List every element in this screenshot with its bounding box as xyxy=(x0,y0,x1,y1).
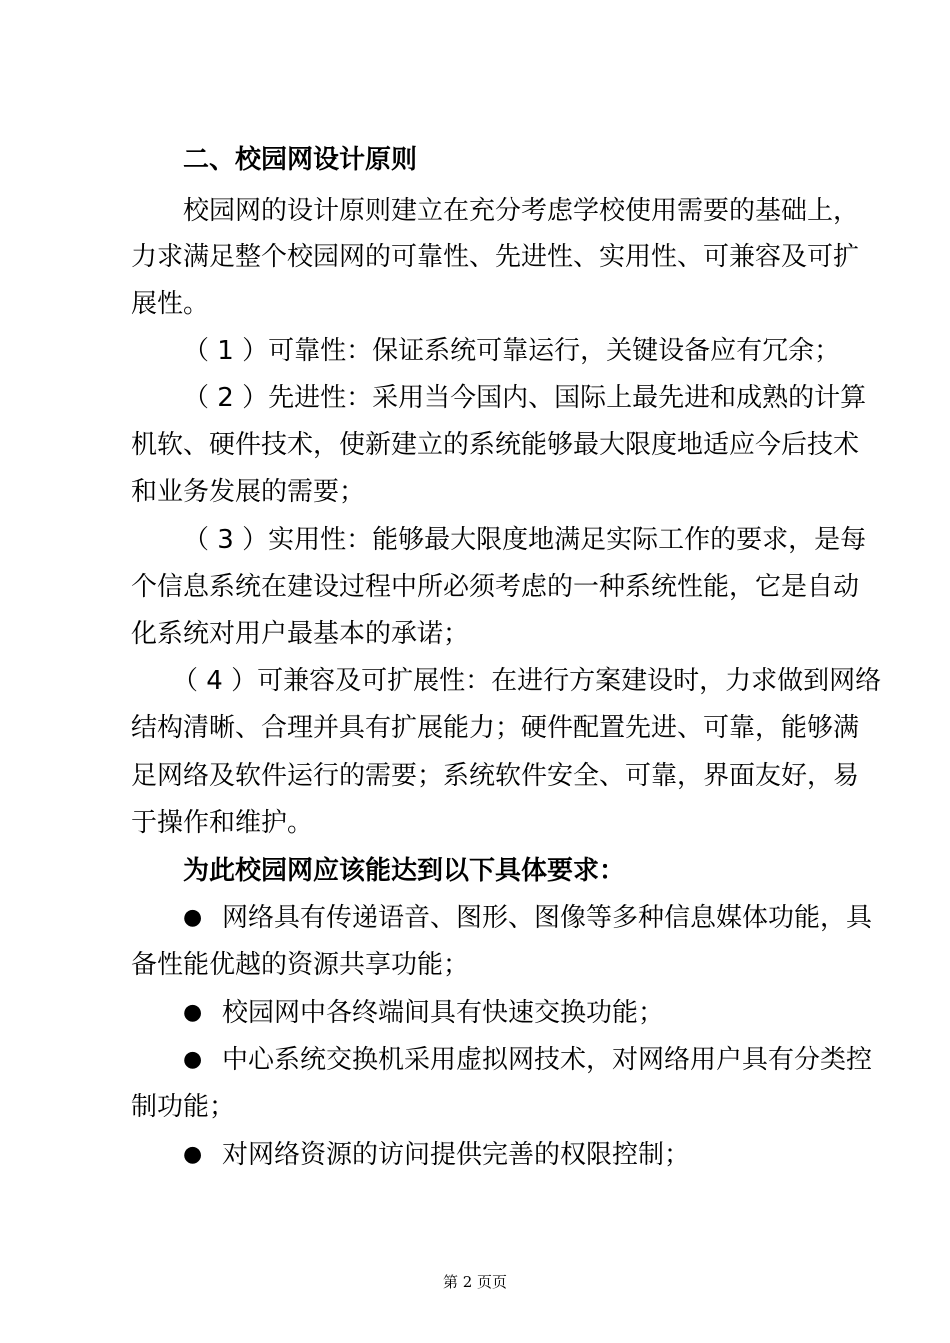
bullet-2-line-1: 校园网中各终端间具有快速交换功能； xyxy=(222,998,665,1028)
item4-line-2: 结构清晰、合理并具有扩展能力；硬件配置先进、可靠，能够满 xyxy=(131,713,860,743)
bullet-4-line-1: 对网络资源的访问提供完善的权限控制； xyxy=(222,1140,691,1170)
page-footer: 第 2 页页 xyxy=(442,1273,508,1291)
bullet-1-line-1: 网络具有传递语音、图形、图像等多种信息媒体功能，具 xyxy=(222,903,873,933)
item2-line-2: 机软、硬件技术，使新建立的系统能够最大限度地适应今后技术 xyxy=(131,430,860,460)
section-heading: 二、校园网设计原则 xyxy=(183,145,418,175)
item3-line-1: （ 3 ）实用性：能够最大限度地满足实际工作的要求，是每 xyxy=(183,525,867,555)
intro-line-1: 校园网的设计原则建立在充分考虑学校使用需要的基础上， xyxy=(183,196,860,226)
bullet-3-line-1: 中心系统交换机采用虚拟网技术，对网络用户具有分类控 xyxy=(222,1045,873,1075)
bullet-icon: ● xyxy=(183,1047,203,1072)
item4-line-3: 足网络及软件运行的需要；系统软件安全、可靠，界面友好，易 xyxy=(131,761,860,791)
bullet-3-line-2: 制功能； xyxy=(131,1092,236,1122)
item2-line-3: 和业务发展的需要； xyxy=(131,477,366,507)
item4-line-4: 于操作和维护。 xyxy=(131,808,314,838)
item3-line-2: 个信息系统在建设过程中所必须考虑的一种系统性能，它是自动 xyxy=(131,572,860,602)
bullet-icon: ● xyxy=(183,905,203,930)
bullet-icon: ● xyxy=(183,1142,203,1167)
item2-line-1: （ 2 ）先进性：采用当今国内、国际上最先进和成熟的计算 xyxy=(183,383,867,413)
intro-line-3: 展性。 xyxy=(131,289,210,319)
requirements-heading: 为此校园网应该能达到以下具体要求： xyxy=(183,856,626,886)
item3-line-3: 化系统对用户最基本的承诺； xyxy=(131,619,470,649)
bullet-icon: ● xyxy=(183,1000,203,1025)
item1-line-1: （ 1 ）可靠性：保证系统可靠运行，关键设备应有冗余； xyxy=(183,336,841,366)
item4-line-1: （ 4 ）可兼容及可扩展性：在进行方案建设时，力求做到网络 xyxy=(172,666,882,696)
bullet-1-line-2: 备性能优越的资源共享功能； xyxy=(131,950,470,980)
intro-line-2: 力求满足整个校园网的可靠性、先进性、实用性、可兼容及可扩 xyxy=(131,242,860,272)
